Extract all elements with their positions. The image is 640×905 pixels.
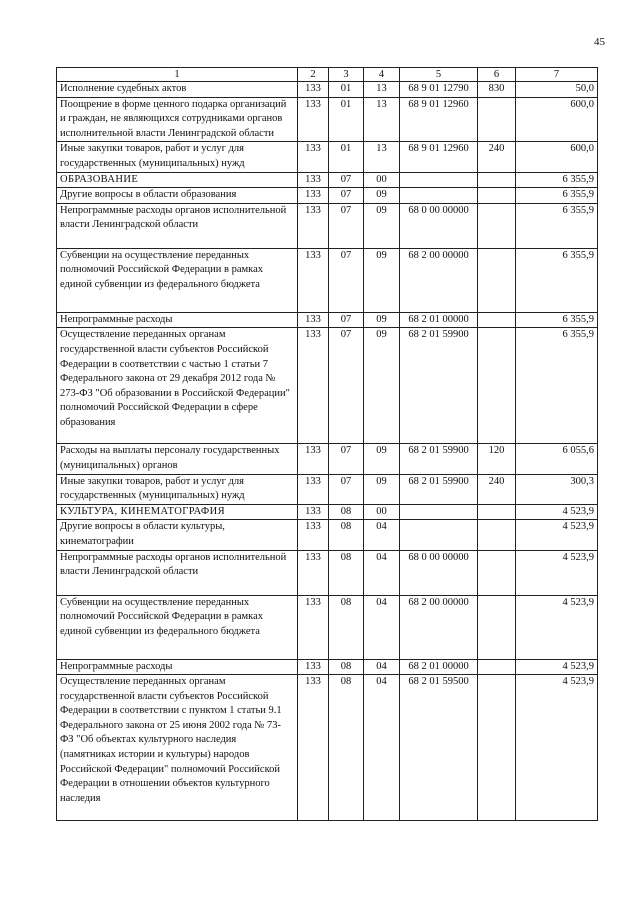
row-name: Непрограммные расходы органов исполнительной власти Ленинградской области xyxy=(57,550,298,595)
cell-target-article: 68 2 01 59900 xyxy=(400,444,478,474)
table-row xyxy=(57,504,598,520)
header-col-1: 1 xyxy=(57,68,298,82)
row-name: Непрограммные расходы органов исполнительной власти Ленинградской области xyxy=(57,203,298,248)
cell-section: 08 xyxy=(329,595,364,659)
header-col-5: 5 xyxy=(400,68,478,82)
table-row xyxy=(57,444,598,474)
header-col-2: 2 xyxy=(298,68,329,82)
cell-target-article: 68 9 01 12960 xyxy=(400,97,478,142)
cell-expense-type xyxy=(478,550,516,595)
cell-ministry: 133 xyxy=(298,659,329,675)
row-name: Непрограммные расходы xyxy=(57,659,298,675)
cell-ministry: 133 xyxy=(298,97,329,142)
table-row xyxy=(57,520,598,550)
cell-amount: 6 055,6 xyxy=(516,444,598,474)
cell-expense-type xyxy=(478,312,516,328)
row-name: Другие вопросы в области культуры, кинематографии xyxy=(57,520,298,550)
cell-ministry: 133 xyxy=(298,595,329,659)
cell-target-article xyxy=(400,188,478,204)
cell-subsection: 00 xyxy=(364,504,400,520)
cell-amount: 4 523,9 xyxy=(516,504,598,520)
cell-expense-type xyxy=(478,520,516,550)
cell-subsection: 09 xyxy=(364,328,400,444)
row-name: Субвенции на осуществление переданных полномочий Российской Федерации в рамках единой субвенции из федерального бюджета xyxy=(57,248,298,312)
cell-subsection: 09 xyxy=(364,474,400,504)
cell-section: 07 xyxy=(329,444,364,474)
row-name: Другие вопросы в области образования xyxy=(57,188,298,204)
header-col-4: 4 xyxy=(364,68,400,82)
cell-target-article: 68 2 01 59500 xyxy=(400,675,478,821)
cell-ministry: 133 xyxy=(298,328,329,444)
cell-amount: 6 355,9 xyxy=(516,312,598,328)
table-row xyxy=(57,248,598,312)
cell-target-article: 68 2 01 59900 xyxy=(400,328,478,444)
cell-target-article: 68 2 00 00000 xyxy=(400,595,478,659)
cell-target-article: 68 2 01 00000 xyxy=(400,659,478,675)
budget-table xyxy=(56,67,598,821)
cell-expense-type: 120 xyxy=(478,444,516,474)
cell-target-article: 68 0 00 00000 xyxy=(400,550,478,595)
cell-amount: 600,0 xyxy=(516,97,598,142)
cell-amount: 4 523,9 xyxy=(516,659,598,675)
row-name: ОБРАЗОВАНИЕ xyxy=(57,172,298,188)
page-number: 45 xyxy=(594,36,605,48)
table-row xyxy=(57,659,598,675)
cell-expense-type xyxy=(478,172,516,188)
table-header-row xyxy=(57,68,598,82)
cell-subsection: 09 xyxy=(364,203,400,248)
cell-expense-type xyxy=(478,595,516,659)
cell-ministry: 133 xyxy=(298,504,329,520)
cell-target-article: 68 2 01 59900 xyxy=(400,474,478,504)
cell-section: 07 xyxy=(329,328,364,444)
header-col-7: 7 xyxy=(516,68,598,82)
cell-expense-type: 240 xyxy=(478,142,516,172)
cell-target-article: 68 2 01 00000 xyxy=(400,312,478,328)
cell-subsection: 09 xyxy=(364,312,400,328)
cell-subsection: 09 xyxy=(364,444,400,474)
cell-ministry: 133 xyxy=(298,172,329,188)
cell-ministry: 133 xyxy=(298,550,329,595)
cell-section: 08 xyxy=(329,675,364,821)
cell-amount: 50,0 xyxy=(516,82,598,98)
cell-amount: 4 523,9 xyxy=(516,550,598,595)
cell-amount: 6 355,9 xyxy=(516,328,598,444)
table-row xyxy=(57,172,598,188)
cell-amount: 6 355,9 xyxy=(516,188,598,204)
cell-ministry: 133 xyxy=(298,248,329,312)
row-name: Исполнение судебных актов xyxy=(57,82,298,98)
cell-target-article xyxy=(400,520,478,550)
cell-subsection: 04 xyxy=(364,675,400,821)
cell-subsection: 13 xyxy=(364,97,400,142)
cell-amount: 6 355,9 xyxy=(516,172,598,188)
cell-ministry: 133 xyxy=(298,142,329,172)
cell-section: 07 xyxy=(329,188,364,204)
table-row xyxy=(57,142,598,172)
cell-expense-type xyxy=(478,659,516,675)
cell-expense-type xyxy=(478,675,516,821)
cell-amount: 6 355,9 xyxy=(516,248,598,312)
cell-expense-type: 830 xyxy=(478,82,516,98)
cell-amount: 4 523,9 xyxy=(516,520,598,550)
row-name: Осуществление переданных органам государственной власти субъектов Российской Федерации в соответствии с пунктом 1 статьи 9.1 Федерального закона от 25 июня 2002 года № 73-ФЗ "Об объектах культурного наследия (памятниках истории и культуры) народов Российской Федерации" полномочий Российской Федерации в отношении объектов культурного наследия xyxy=(57,675,298,821)
cell-subsection: 04 xyxy=(364,595,400,659)
cell-section: 01 xyxy=(329,82,364,98)
row-name: Иные закупки товаров, работ и услуг для государственных (муниципальных) нужд xyxy=(57,142,298,172)
cell-section: 08 xyxy=(329,659,364,675)
cell-section: 08 xyxy=(329,520,364,550)
cell-target-article xyxy=(400,172,478,188)
cell-subsection: 00 xyxy=(364,172,400,188)
cell-subsection: 09 xyxy=(364,188,400,204)
cell-amount: 600,0 xyxy=(516,142,598,172)
cell-section: 08 xyxy=(329,550,364,595)
cell-section: 07 xyxy=(329,172,364,188)
cell-section: 07 xyxy=(329,248,364,312)
cell-expense-type xyxy=(478,203,516,248)
table-row xyxy=(57,595,598,659)
cell-expense-type xyxy=(478,97,516,142)
table-row xyxy=(57,203,598,248)
cell-subsection: 09 xyxy=(364,248,400,312)
table-row xyxy=(57,82,598,98)
cell-ministry: 133 xyxy=(298,675,329,821)
cell-subsection: 04 xyxy=(364,550,400,595)
table-row xyxy=(57,675,598,821)
cell-ministry: 133 xyxy=(298,520,329,550)
cell-expense-type xyxy=(478,504,516,520)
table-row xyxy=(57,188,598,204)
row-name: Непрограммные расходы xyxy=(57,312,298,328)
cell-subsection: 04 xyxy=(364,659,400,675)
cell-target-article: 68 9 01 12960 xyxy=(400,142,478,172)
cell-section: 07 xyxy=(329,203,364,248)
cell-ministry: 133 xyxy=(298,82,329,98)
cell-section: 08 xyxy=(329,504,364,520)
row-name: Осуществление переданных органам государственной власти субъектов Российской Федерации в соответствии с частью 1 статьи 7 Федерального закона от 29 декабря 2012 года № 273-ФЗ "Об образовании в Российской Федерации" полномочий Российской Федерации в сфере образования xyxy=(57,328,298,444)
row-name: Иные закупки товаров, работ и услуг для государственных (муниципальных) нужд xyxy=(57,474,298,504)
table-row xyxy=(57,550,598,595)
cell-subsection: 13 xyxy=(364,142,400,172)
table-row xyxy=(57,312,598,328)
cell-target-article: 68 0 00 00000 xyxy=(400,203,478,248)
cell-amount: 300,3 xyxy=(516,474,598,504)
cell-target-article: 68 2 00 00000 xyxy=(400,248,478,312)
row-name: Субвенции на осуществление переданных полномочий Российской Федерации в рамках единой субвенции из федерального бюджета xyxy=(57,595,298,659)
cell-amount: 4 523,9 xyxy=(516,595,598,659)
row-name: КУЛЬТУРА, КИНЕМАТОГРАФИЯ xyxy=(57,504,298,520)
table-row xyxy=(57,328,598,444)
cell-section: 07 xyxy=(329,474,364,504)
cell-subsection: 13 xyxy=(364,82,400,98)
cell-expense-type xyxy=(478,248,516,312)
cell-expense-type xyxy=(478,188,516,204)
cell-ministry: 133 xyxy=(298,312,329,328)
cell-target-article xyxy=(400,504,478,520)
cell-section: 01 xyxy=(329,142,364,172)
cell-ministry: 133 xyxy=(298,474,329,504)
row-name: Поощрение в форме ценного подарка организаций и граждан, не являющихся сотрудниками органов исполнительной власти Ленинградской области xyxy=(57,97,298,142)
row-name: Расходы на выплаты персоналу государственных (муниципальных) органов xyxy=(57,444,298,474)
cell-section: 07 xyxy=(329,312,364,328)
cell-subsection: 04 xyxy=(364,520,400,550)
table-row xyxy=(57,97,598,142)
cell-expense-type: 240 xyxy=(478,474,516,504)
cell-target-article: 68 9 01 12790 xyxy=(400,82,478,98)
cell-ministry: 133 xyxy=(298,188,329,204)
header-col-6: 6 xyxy=(478,68,516,82)
cell-expense-type xyxy=(478,328,516,444)
cell-section: 01 xyxy=(329,97,364,142)
cell-ministry: 133 xyxy=(298,203,329,248)
cell-amount: 6 355,9 xyxy=(516,203,598,248)
cell-ministry: 133 xyxy=(298,444,329,474)
table-row xyxy=(57,474,598,504)
cell-amount: 4 523,9 xyxy=(516,675,598,821)
header-col-3: 3 xyxy=(329,68,364,82)
